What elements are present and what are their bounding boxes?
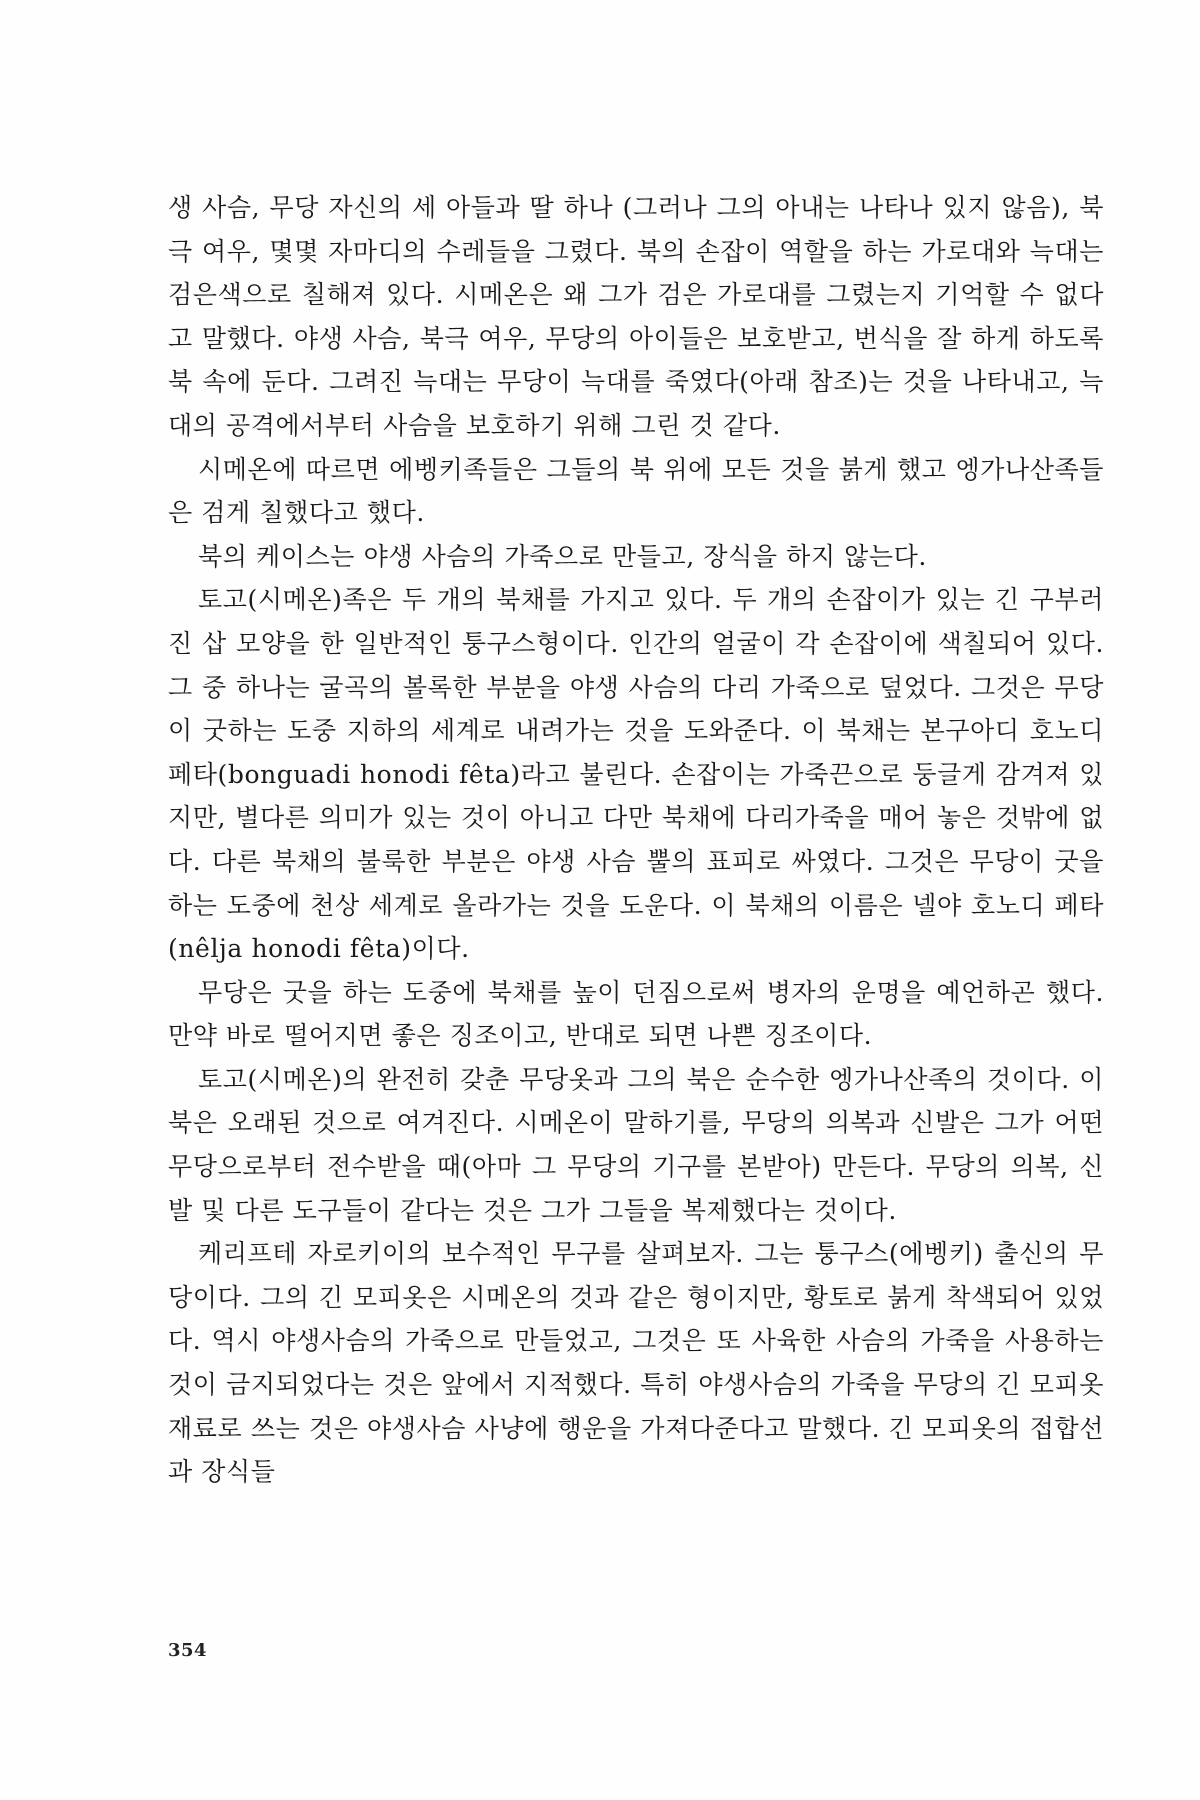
- paragraph: 토고(시메온)족은 두 개의 북채를 가지고 있다. 두 개의 손잡이가 있는 긴 구부러진 삽 모양을 한 일반적인 퉁구스형이다. 인간의 얼굴이 각 손잡이에 색칠되어 있다. 그 중 하나는 굴곡의 볼록한 부분을 야생 사슴의 다리 가죽으로 덮었다. 그것은 무당이 굿하는 도중 지하의 세계로 내려가는 것을 도와준다. 이 북채는 본구아디 호노디 페타(bonguadi honodi fêta)라고 불린다. 손잡이는 가죽끈으로 둥글게 감겨져 있지만, 별다른 의미가 있는 것이 아니고 다만 북채에 다리가죽을 매어 놓은 것밖에 없다. 다른 북채의 불룩한 부분은 야생 사슴 뿔의 표피로 싸였다. 그것은 무당이 굿을 하는 도중에 천상 세계로 올라가는 것을 도운다. 이 북채의 이름은 넬야 호노디 페타(nêlja honodi fêta)이다.: [168, 585, 1104, 964]
- paragraph: 케리프테 자로키이의 보수적인 무구를 살펴보자. 그는 퉁구스(에벵키) 출신의 무당이다. 그의 긴 모피옷은 시메온의 것과 같은 형이지만, 황토로 붉게 착색되어 있었다. 역시 야생사슴의 가죽으로 만들었고, 그것은 또 사육한 사슴의 가죽을 사용하는 것이 금지되었다는 것은 앞에서 지적했다. 특히 야생사슴의 가죽을 무당의 긴 모피옷 재료로 쓰는 것은 야생사슴 사냥에 행운을 가져다준다고 말했다. 긴 모피옷의 접합선과 장식들: [168, 1239, 1104, 1487]
- paragraph: 시메온에 따르면 에벵키족들은 그들의 북 위에 모든 것을 붉게 했고 엥가나산족들은 검게 칠했다고 했다.: [168, 454, 1104, 528]
- page-number: 354: [168, 1640, 208, 1661]
- paragraph: 토고(시메온)의 완전히 갖춘 무당옷과 그의 북은 순수한 엥가나산족의 것이다. 이 북은 오래된 것으로 여겨진다. 시메온이 말하기를, 무당의 의복과 신발은 그가 어떤 무당으로부터 전수받을 때(아마 그 무당의 기구를 본받아) 만든다. 무당의 의복, 신발 및 다른 도구들이 같다는 것은 그가 그들을 복제했다는 것이다.: [168, 1064, 1104, 1225]
- paragraph: 생 사슴, 무당 자신의 세 아들과 딸 하나 (그러나 그의 아내는 나타나 있지 않음), 북극 여우, 몇몇 자마디의 수레들을 그렸다. 북의 손잡이 역할을 하는 가로대와 늑대는 검은색으로 칠해져 있다. 시메온은 왜 그가 검은 가로대를 그렸는지 기억할 수 없다고 말했다. 야생 사슴, 북극 여우, 무당의 아이들은 보호받고, 번식을 잘 하게 하도록 북 속에 둔다. 그려진 늑대는 무당이 늑대를 죽였다(아래 참조)는 것을 나타내고, 늑대의 공격에서부터 사슴을 보호하기 위해 그린 것 같다.: [168, 193, 1104, 440]
- paragraph: 북의 케이스는 야생 사슴의 가죽으로 만들고, 장식을 하지 않는다.: [198, 541, 927, 571]
- paragraph: 무당은 굿을 하는 도중에 북채를 높이 던짐으로써 병자의 운명을 예언하곤 했다. 만약 바로 떨어지면 좋은 징조이고, 반대로 되면 나쁜 징조이다.: [168, 977, 1104, 1051]
- body-text: [168, 186, 1104, 1494]
